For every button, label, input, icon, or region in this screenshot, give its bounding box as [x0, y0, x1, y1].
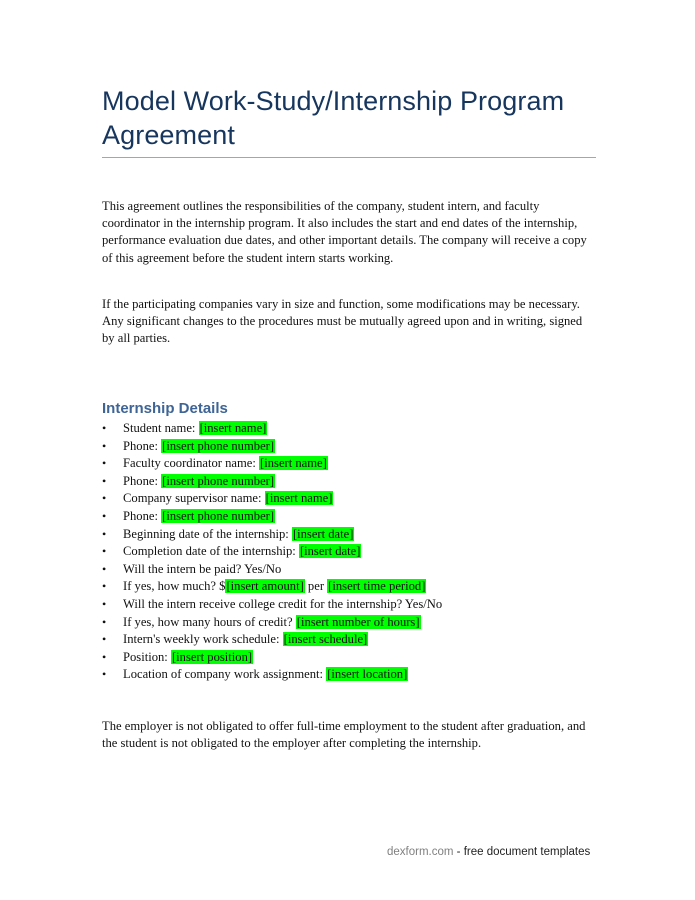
detail-label: Phone: — [123, 508, 162, 523]
detail-begin-date — [102, 526, 442, 544]
footer-brand-link[interactable]: dexform.com — [387, 846, 454, 858]
placeholder-field[interactable]: [insert name] — [260, 456, 327, 471]
detail-label: If yes, how much? $ — [123, 579, 226, 594]
bullet-icon: • — [102, 667, 107, 682]
detail-label: Phone: — [123, 473, 162, 488]
detail-label: Will the intern be paid? Yes/No — [123, 561, 282, 576]
internship-details-list — [102, 420, 442, 684]
bullet-icon: • — [102, 491, 107, 506]
footer — [387, 846, 590, 858]
placeholder-field[interactable]: [insert position] — [171, 649, 253, 664]
detail-faculty-name — [102, 455, 442, 473]
detail-paid — [102, 561, 442, 579]
bullet-icon: • — [102, 614, 107, 629]
placeholder-field[interactable]: [insert phone number] — [162, 473, 275, 488]
detail-label: Completion date of the internship: — [123, 544, 299, 559]
placeholder-field-amount[interactable]: [insert amount] — [226, 579, 304, 594]
bullet-icon: • — [102, 438, 107, 453]
bullet-icon: • — [102, 421, 107, 435]
detail-student-name — [102, 420, 442, 438]
placeholder-field-time-period[interactable]: [insert time period] — [328, 579, 426, 594]
placeholder-field[interactable]: [insert date] — [292, 526, 354, 541]
detail-faculty-phone — [102, 473, 442, 491]
detail-label: Intern's weekly work schedule: — [123, 632, 283, 647]
bullet-icon: • — [102, 526, 107, 541]
detail-label: Will the intern receive college credit for the internship? Yes/No — [123, 596, 443, 611]
detail-college-credit — [102, 596, 442, 614]
document-title: Model Work-Study/Internship Program Agreement — [102, 86, 565, 150]
bullet-icon: • — [102, 544, 107, 559]
detail-completion-date — [102, 543, 442, 561]
placeholder-field[interactable]: [insert phone number] — [162, 438, 275, 453]
bullet-icon: • — [102, 473, 107, 488]
detail-credit-hours — [102, 614, 442, 632]
detail-label: Company supervisor name: — [123, 491, 265, 506]
intro-paragraph-2: If the participating companies vary in size and function, some modifications may be necessary. Any significant changes to the procedures must be mutually agreed upon and in writing, signed by all parties. — [102, 297, 583, 346]
detail-supervisor-phone — [102, 508, 442, 526]
bullet-icon: • — [102, 579, 107, 594]
placeholder-field[interactable]: [insert name] — [265, 491, 333, 506]
placeholder-field[interactable]: [insert location] — [327, 667, 408, 682]
detail-label: Location of company work assignment: — [123, 667, 327, 682]
detail-label-per: per — [304, 579, 328, 594]
detail-label: If yes, how many hours of credit? — [123, 614, 296, 629]
title-divider — [102, 157, 596, 158]
placeholder-field[interactable]: [insert schedule] — [283, 632, 368, 647]
closing-paragraph: The employer is not obligated to offer full-time employment to the student after graduation, and the student is not obligated to the employer after completing the internship. — [102, 719, 586, 751]
detail-label: Phone: — [123, 438, 162, 453]
detail-label: Beginning date of the internship: — [123, 526, 292, 541]
placeholder-field[interactable]: [insert number of hours] — [296, 614, 420, 629]
bullet-icon: • — [102, 596, 107, 611]
detail-work-location — [102, 666, 442, 684]
placeholder-field[interactable]: [insert name] — [199, 421, 267, 435]
detail-label: Student name: — [123, 421, 199, 435]
detail-position — [102, 649, 442, 667]
detail-work-schedule — [102, 631, 442, 649]
bullet-icon: • — [102, 456, 107, 471]
detail-label: Faculty coordinator name: — [123, 456, 260, 471]
section-heading-internship-details: Internship Details — [102, 400, 228, 417]
placeholder-field[interactable]: [insert phone number] — [162, 508, 275, 523]
bullet-icon: • — [102, 632, 107, 647]
footer-tagline: - free document templates — [453, 846, 591, 858]
placeholder-field[interactable]: [insert date] — [299, 544, 361, 559]
intro-paragraph-1: This agreement outlines the responsibilities of the company, student intern, and faculty coordinator in the internship program. It also includes the start and end dates of the internship, performance evaluation due dates, and other important details. The company will receive a copy of this agreement before the student intern starts working. — [102, 199, 587, 265]
detail-student-phone — [102, 438, 442, 456]
bullet-icon: • — [102, 649, 107, 664]
detail-pay-amount — [102, 578, 442, 596]
detail-supervisor-name — [102, 490, 442, 508]
detail-label: Position: — [123, 649, 171, 664]
bullet-icon: • — [102, 561, 107, 576]
bullet-icon: • — [102, 508, 107, 523]
